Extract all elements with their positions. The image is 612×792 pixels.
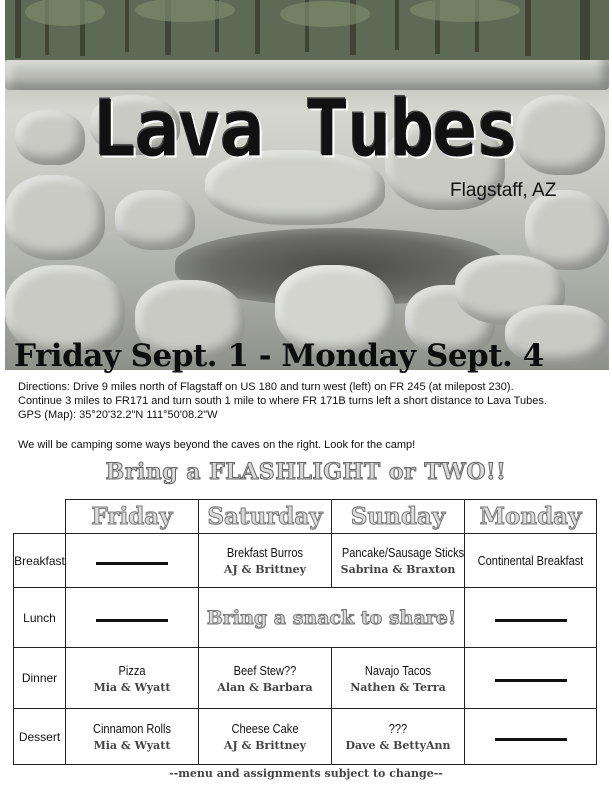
table-cell [199,534,332,588]
day-header-label: Sunday [350,503,446,530]
row-label: Lunch [14,588,66,648]
table-cell [66,588,199,648]
lunch-note: Bring a snack to share! [206,606,457,629]
table-cell-merged [199,588,465,648]
table-cell [66,534,199,588]
meal-assignee: Nathen & Terra [350,680,446,694]
table-header-row [14,500,597,534]
row-label: Dinner [14,648,66,709]
day-header [199,500,332,534]
event-location: Flagstaff, AZ [450,180,557,201]
row-label: Dessert [14,709,66,765]
meal-assignee: AJ & Brittney [223,563,307,576]
meal-name: Pancake/Sausage Sticks [341,545,465,560]
meal-assignee: Dave & BettyAnn [345,739,451,752]
empty-dash [495,679,567,682]
meal-name: ??? [388,721,408,736]
table-cell [199,648,332,709]
footer-note: --menu and assignments subject to change-- [169,767,443,780]
meal-schedule-table [13,499,597,765]
table-cell [332,648,465,709]
meal-assignee: Mia & Wyatt [93,680,171,694]
table-row [14,648,597,709]
table-row [14,534,597,588]
empty-dash [96,619,168,622]
table-row [14,709,597,765]
directions-line: Directions: Drive 9 miles north of Flagstaff on US 180 and turn west (left) on FR 245 (at milepost 230). [18,381,514,393]
rock [15,110,85,165]
table-row [14,588,597,648]
meal-assignee: Sabrina & Braxton [340,563,456,576]
table-cell [332,709,465,765]
meal-name: Cinnamon Rolls [92,721,171,736]
meal-name: Continental Breakfast [477,553,584,568]
meal-assignee: Alan & Barbara [217,680,313,694]
meal-name: Pizza [118,662,146,678]
hero-photo [5,0,609,370]
day-header-label: Saturday [207,503,323,530]
meal-assignee: Mia & Wyatt [93,739,171,752]
rock [115,190,195,250]
gps-coordinates: GPS (Map): 35°20'32.2"N 111°50'08.2"W [18,409,218,421]
row-label: Breakfast [14,534,66,588]
empty-dash [495,738,567,741]
meal-name: Beef Stew?? [233,662,297,678]
table-corner [14,500,66,534]
day-header [66,500,199,534]
directions-line: Continue 3 miles to FR171 and turn south 1 mile to where FR 171B turns left a short distance to Lava Tubes. [18,395,547,407]
rock [525,190,609,270]
camp-note: We will be camping some ways beyond the caves on the right. Look for the camp! [18,439,416,451]
meal-assignee: AJ & Brittney [223,739,307,752]
pine-trees-background [5,0,609,60]
table-cell [199,709,332,765]
table-cell [66,709,199,765]
empty-dash [495,619,567,622]
empty-dash [96,562,168,565]
table-cell [465,648,597,709]
flashlight-note: Bring a FLASHLIGHT or TWO!! [105,459,507,485]
table-cell [66,648,199,709]
meal-name: Brekfast Burros [226,545,304,560]
table-cell [465,588,597,648]
rock [515,95,605,175]
directions-block [18,380,608,422]
meal-name: Navajo Tacos [364,662,432,678]
day-header [465,500,597,534]
table-cell [465,709,597,765]
table-cell [465,534,597,588]
rock [5,175,105,260]
meal-name: Cheese Cake [231,721,299,736]
day-header-label: Friday [91,503,173,530]
day-header [332,500,465,534]
event-title: Lava Tubes [92,83,518,175]
event-dates: Friday Sept. 1 - Monday Sept. 4 [14,338,544,374]
table-cell [332,534,465,588]
day-header-label: Monday [479,503,582,530]
